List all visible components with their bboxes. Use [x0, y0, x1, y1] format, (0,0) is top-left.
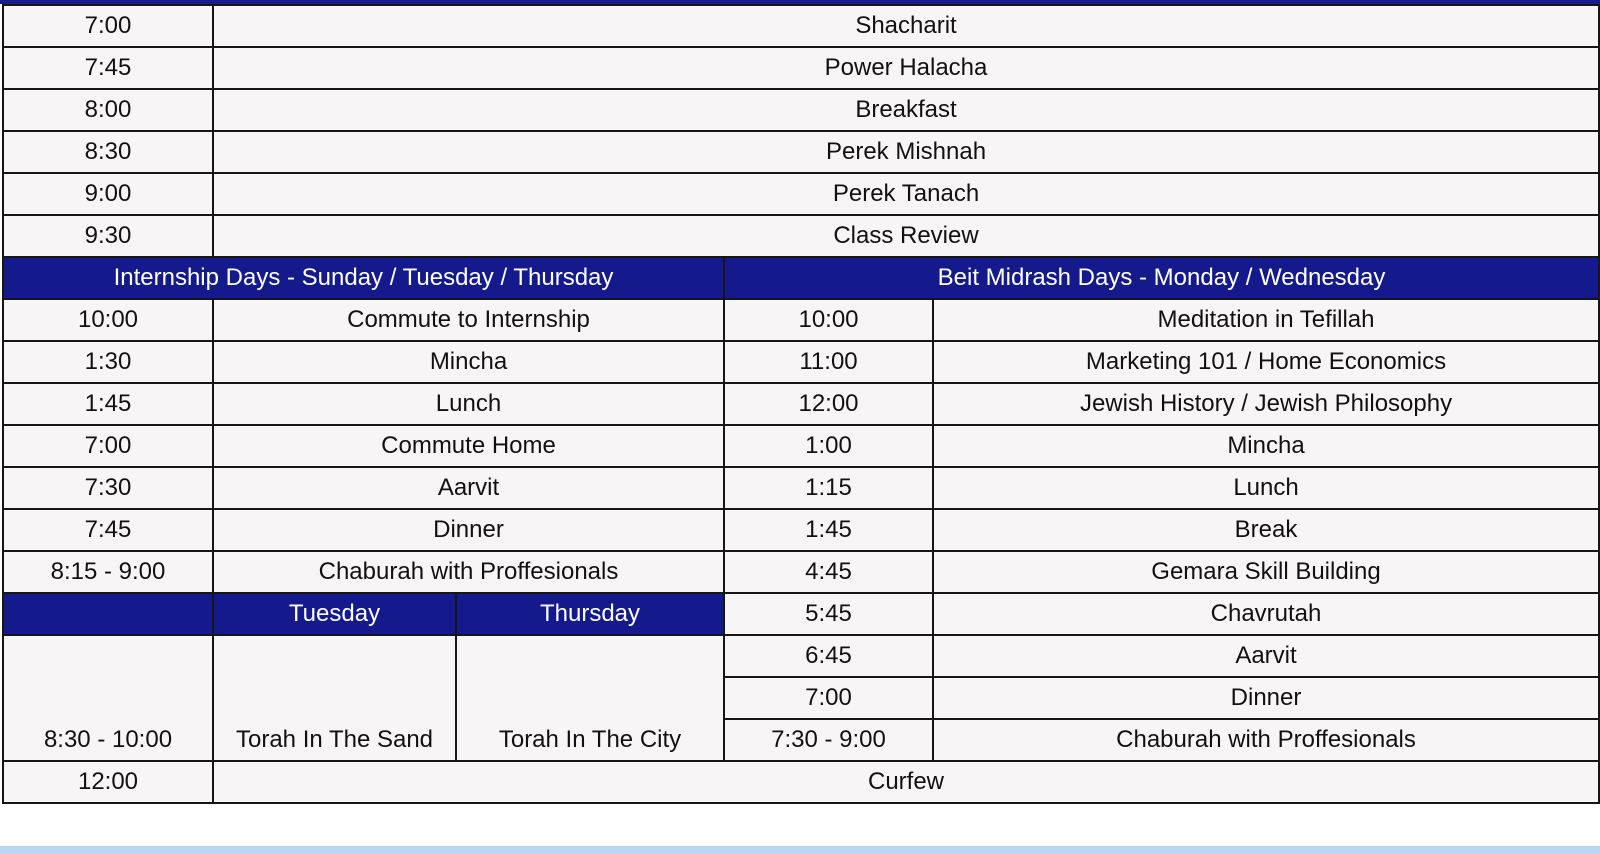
beit-midrash-activity-cell: Marketing 101 / Home Economics [933, 341, 1599, 383]
beit-midrash-time-cell: 12:00 [724, 383, 933, 425]
schedule-row [3, 173, 1599, 215]
activity-cell: Shacharit [213, 5, 1599, 47]
beit-midrash-activity-cell: Chaburah with Proffesionals [933, 719, 1599, 761]
beit-midrash-time-cell: 1:45 [724, 509, 933, 551]
beit-midrash-days-header: Beit Midrash Days - Monday / Wednesday [724, 257, 1599, 299]
beit-midrash-time-cell: 1:00 [724, 425, 933, 467]
activity-cell: Perek Mishnah [213, 131, 1599, 173]
time-cell: 7:45 [3, 47, 213, 89]
beit-midrash-time-cell: 7:00 [724, 677, 933, 719]
internship-time-cell: 1:30 [3, 341, 213, 383]
internship-activity-cell: Mincha [213, 341, 724, 383]
thursday-activity-cell: Torah In The City [456, 635, 724, 761]
beit-midrash-activity-cell: Meditation in Tefillah [933, 299, 1599, 341]
time-cell: 9:30 [3, 215, 213, 257]
activity-cell: Class Review [213, 215, 1599, 257]
time-cell: 8:30 [3, 131, 213, 173]
internship-time-cell: 1:45 [3, 383, 213, 425]
internship-time-cell: 7:30 [3, 467, 213, 509]
sub-header-blank [3, 593, 213, 635]
internship-activity-cell: Aarvit [213, 467, 724, 509]
internship-activity-cell: Lunch [213, 383, 724, 425]
beit-midrash-time-cell: 1:15 [724, 467, 933, 509]
daily-schedule-table [2, 4, 1600, 804]
beit-midrash-time-cell: 11:00 [724, 341, 933, 383]
tuesday-activity-cell: Torah In The Sand [213, 635, 456, 761]
schedule-row [3, 635, 1599, 677]
section-header-row [3, 257, 1599, 299]
bottom-accent-bar [0, 846, 1600, 853]
internship-time-cell: 7:45 [3, 509, 213, 551]
thursday-header: Thursday [456, 593, 724, 635]
internship-activity-cell: Dinner [213, 509, 724, 551]
schedule-row [3, 5, 1599, 47]
schedule-row [3, 299, 1599, 341]
internship-activity-cell: Commute to Internship [213, 299, 724, 341]
beit-midrash-activity-cell: Chavrutah [933, 593, 1599, 635]
beit-midrash-activity-cell: Jewish History / Jewish Philosophy [933, 383, 1599, 425]
internship-activity-cell: Commute Home [213, 425, 724, 467]
beit-midrash-activity-cell: Lunch [933, 467, 1599, 509]
activity-cell: Breakfast [213, 89, 1599, 131]
schedule-row [3, 215, 1599, 257]
activity-cell: Power Halacha [213, 47, 1599, 89]
evening-time-cell: 8:30 - 10:00 [3, 635, 213, 761]
schedule-row [3, 89, 1599, 131]
schedule-row [3, 551, 1599, 593]
internship-time-cell: 10:00 [3, 299, 213, 341]
internship-activity-cell: Chaburah with Proffesionals [213, 551, 724, 593]
internship-time-cell: 7:00 [3, 425, 213, 467]
activity-cell: Curfew [213, 761, 1599, 803]
schedule-row [3, 593, 1599, 635]
beit-midrash-activity-cell: Aarvit [933, 635, 1599, 677]
beit-midrash-time-cell: 7:30 - 9:00 [724, 719, 933, 761]
schedule-row [3, 509, 1599, 551]
time-cell: 7:00 [3, 5, 213, 47]
schedule-row [3, 341, 1599, 383]
activity-cell: Perek Tanach [213, 173, 1599, 215]
beit-midrash-time-cell: 10:00 [724, 299, 933, 341]
beit-midrash-activity-cell: Mincha [933, 425, 1599, 467]
time-cell: 8:00 [3, 89, 213, 131]
tuesday-header: Tuesday [213, 593, 456, 635]
time-cell: 12:00 [3, 761, 213, 803]
beit-midrash-activity-cell: Dinner [933, 677, 1599, 719]
schedule-row [3, 761, 1599, 803]
schedule-row [3, 47, 1599, 89]
internship-days-header: Internship Days - Sunday / Tuesday / Thursday [3, 257, 724, 299]
internship-time-cell: 8:15 - 9:00 [3, 551, 213, 593]
schedule-row [3, 383, 1599, 425]
beit-midrash-activity-cell: Gemara Skill Building [933, 551, 1599, 593]
beit-midrash-activity-cell: Break [933, 509, 1599, 551]
time-cell: 9:00 [3, 173, 213, 215]
beit-midrash-time-cell: 5:45 [724, 593, 933, 635]
beit-midrash-time-cell: 6:45 [724, 635, 933, 677]
schedule-row [3, 131, 1599, 173]
beit-midrash-time-cell: 4:45 [724, 551, 933, 593]
schedule-row [3, 425, 1599, 467]
schedule-row [3, 467, 1599, 509]
